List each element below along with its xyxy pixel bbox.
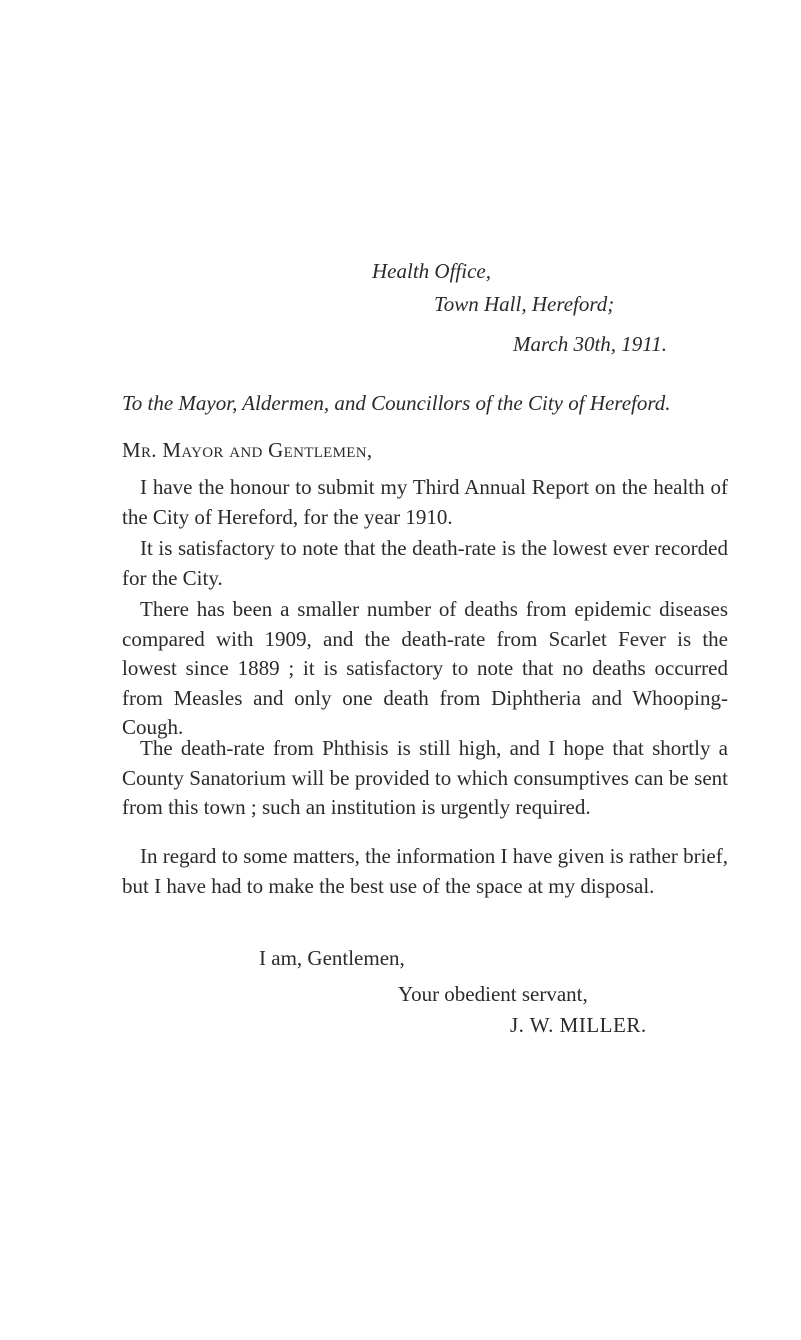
closing-line: I am, Gentlemen, — [259, 946, 405, 970]
paragraph-4 — [122, 734, 728, 823]
paragraph-2 — [122, 534, 728, 593]
salutation: Mr. Mayor and Gentlemen, — [122, 438, 373, 462]
paragraph-5-text: In regard to some matters, the information I have given is rather brief, but I have had to make the best use of the space at my disposal. — [122, 844, 728, 898]
paragraph-1 — [122, 473, 728, 532]
header-office: Health Office, — [372, 259, 491, 283]
paragraph-1-text: I have the honour to submit my Third Annual Report on the health of the City of Hereford, for the year 1910. — [122, 475, 728, 529]
header-date: March 30th, 1911. — [513, 332, 667, 356]
header-address: Town Hall, Hereford; — [434, 292, 615, 316]
paragraph-3-text: There has been a smaller number of deaths from epidemic diseases compared with 1909, and the death-rate from Scarlet Fever is the lowest since 1889 ; it is satisfactory to note that no deaths occurred from Measles and only one death from Diphtheria and Whooping-Cough. — [122, 597, 728, 739]
paragraph-5 — [122, 842, 728, 901]
addressee-line: To the Mayor, Aldermen, and Councillors of the City of Hereford. — [122, 391, 671, 415]
paragraph-2-text: It is satisfactory to note that the death-rate is the lowest ever recorded for the City. — [122, 536, 728, 590]
paragraph-4-text: The death-rate from Phthisis is still high, and I hope that shortly a County Sanatorium will be provided to which consumptives can be sent from this town ; such an institution is urgently required. — [122, 736, 728, 819]
closing-servant-line: Your obedient servant, — [398, 982, 588, 1006]
paragraph-3 — [122, 595, 728, 743]
signature: J. W. MILLER. — [510, 1013, 647, 1037]
